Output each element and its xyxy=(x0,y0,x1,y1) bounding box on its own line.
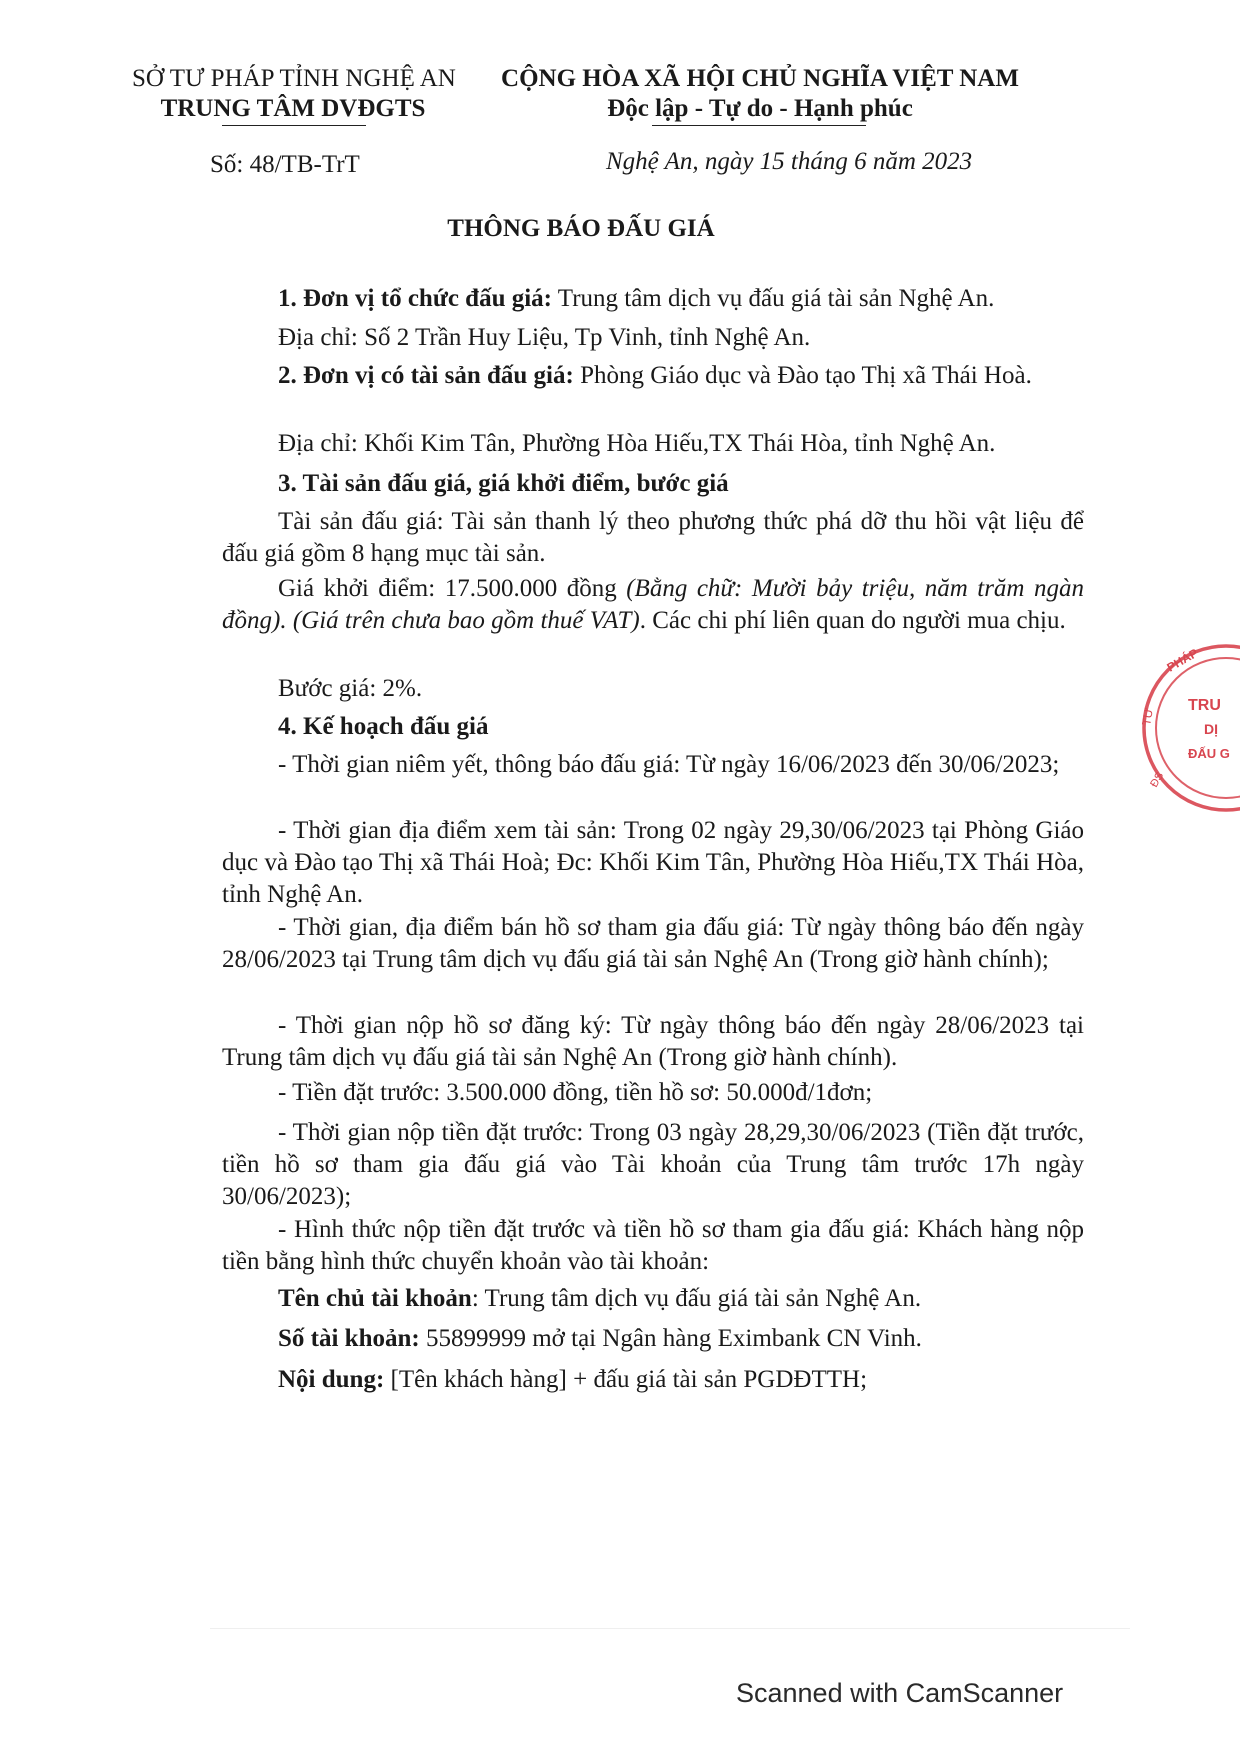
official-stamp xyxy=(1108,640,1240,820)
section-1-text: Trung tâm dịch vụ đấu giá tài sản Nghệ An. xyxy=(552,285,995,312)
account-number-value: 55899999 mở tại Ngân hàng Eximbank CN Vinh. xyxy=(419,1325,922,1352)
agency-name: SỞ TƯ PHÁP TỈNH NGHỆ AN xyxy=(132,65,456,92)
plan-item-dossier-sale: - Thời gian, địa điểm bán hồ sơ tham gia đấu giá: Từ ngày thông báo đến ngày 28/06/2023 tại Trung tâm dịch vụ đấu giá tài sản Nghệ An (Trong giờ hành chính); xyxy=(222,914,1084,973)
document-number: Số: 48/TB-TrT xyxy=(210,151,360,178)
camscanner-watermark: Scanned with CamScanner xyxy=(736,1678,1064,1708)
bid-step: Bước giá: 2%. xyxy=(278,675,423,702)
section-2-address: Địa chỉ: Khối Kim Tân, Phường Hòa Hiếu,TX Thái Hòa, tỉnh Nghệ An. xyxy=(278,430,996,457)
stamp-text-4: ĐẤU G xyxy=(1188,746,1230,761)
account-number-label: Số tài khoản: xyxy=(278,1325,420,1352)
section-3-heading: 3. Tài sản đấu giá, giá khởi điểm, bước giá xyxy=(278,470,729,497)
section-2-text: Phòng Giáo dục và Đào tạo Thị xã Thái Hoà. xyxy=(573,362,1032,389)
starting-price-note: . Các chi phí liên quan do người mua chịu. xyxy=(639,607,1066,634)
asset-description: Tài sản đấu giá: Tài sản thanh lý theo phương thức phá dỡ thu hồi vật liệu để đấu giá gồm 8 hạng mục tài sản. xyxy=(222,508,1084,567)
national-title: CỘNG HÒA XÃ HỘI CHỦ NGHĨA VIỆT NAM xyxy=(501,65,1019,92)
section-1-address: Địa chỉ: Số 2 Trần Huy Liệu, Tp Vinh, tỉnh Nghệ An. xyxy=(278,324,811,351)
section-1 xyxy=(222,283,1084,315)
plan-item-payment-method: - Hình thức nộp tiền đặt trước và tiền hồ sơ tham gia đấu giá: Khách hàng nộp tiền bằng hình thức chuyển khoản vào tài khoản: xyxy=(222,1216,1084,1275)
plan-item-viewing: - Thời gian địa điểm xem tài sản: Trong 02 ngày 29,30/06/2023 tại Phòng Giáo dục và Đào tạo Thị xã Thái Hoà; Đc: Khối Kim Tân, Phường Hòa Hiếu,TX Thái Hòa, tỉnh Nghệ An. xyxy=(222,817,1084,908)
transfer-content-value: [Tên khách hàng] + đấu giá tài sản PGDĐTTH; xyxy=(384,1366,868,1393)
account-holder-label: Tên chủ tài khoản xyxy=(278,1285,472,1312)
stamp-text-3: DỊ xyxy=(1204,721,1218,737)
starting-price-words: (Bằng chữ: Mười bảy triệu, năm trăm ngàn đồng). (Giá trên chưa bao gồm thuế VAT) xyxy=(222,575,1084,634)
account-number xyxy=(222,1323,1084,1355)
stamp-text-5: TƯ xyxy=(1139,706,1157,727)
stamp-text-1: PHÁP xyxy=(1164,645,1201,675)
stamp-text-2: TRU xyxy=(1188,697,1221,714)
account-holder-value: : Trung tâm dịch vụ đấu giá tài sản Nghệ An. xyxy=(471,1285,922,1312)
left-header-rule xyxy=(222,125,366,126)
center-name: TRUNG TÂM DVĐGTS xyxy=(160,95,426,122)
document-title: THÔNG BÁO ĐẤU GIÁ xyxy=(447,215,715,242)
section-2 xyxy=(222,360,1084,392)
transfer-content-label: Nội dung: xyxy=(278,1366,385,1393)
plan-item-deposit: - Tiền đặt trước: 3.500.000 đồng, tiền hồ sơ: 50.000đ/1đơn; xyxy=(278,1079,873,1106)
stamp-text-6: ĐS xyxy=(1148,770,1167,790)
scan-edge-line xyxy=(210,1628,1130,1629)
starting-price xyxy=(222,573,1084,637)
section-1-label: 1. Đơn vị tổ chức đấu giá: xyxy=(278,285,552,312)
plan-item-registration: - Thời gian nộp hồ sơ đăng ký: Từ ngày thông báo đến ngày 28/06/2023 tại Trung tâm dịch vụ đấu giá tài sản Nghệ An (Trong giờ hành chính). xyxy=(222,1012,1084,1071)
section-4-heading: 4. Kế hoạch đấu giá xyxy=(278,713,489,740)
plan-item-listing: - Thời gian niêm yết, thông báo đấu giá: Từ ngày 16/06/2023 đến 30/06/2023; xyxy=(278,751,1060,778)
account-holder xyxy=(222,1283,1084,1315)
starting-price-amount: Giá khởi điểm: 17.500.000 đồng xyxy=(278,575,627,602)
section-2-label: 2. Đơn vị có tài sản đấu giá: xyxy=(278,362,574,389)
transfer-content xyxy=(222,1364,1084,1396)
right-header-rule xyxy=(652,125,866,126)
national-motto: Độc lập - Tự do - Hạnh phúc xyxy=(607,95,913,122)
place-date: Nghệ An, ngày 15 tháng 6 năm 2023 xyxy=(606,148,973,175)
plan-item-deposit-time: - Thời gian nộp tiền đặt trước: Trong 03 ngày 28,29,30/06/2023 (Tiền đặt trước, tiền hồ sơ tham gia đấu giá vào Tài khoản của Trung tâm trước 17h ngày 30/06/2023); xyxy=(222,1119,1084,1210)
